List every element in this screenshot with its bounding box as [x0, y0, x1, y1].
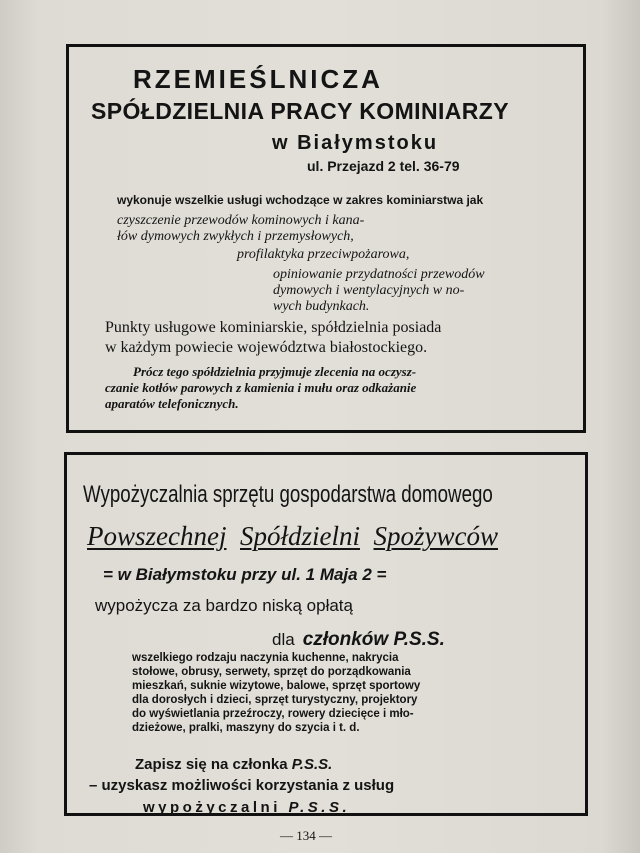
ad1-service1-line2: łów dymowych zwykłych i przemysłowych,	[117, 229, 354, 244]
ad2-org-word2: Spółdzielni	[239, 521, 360, 551]
ad1-extra-line1: Prócz tego spółdzielnia przyjmuje zlecenia na oczysz-	[133, 364, 417, 379]
ad1-title-line2: SPÓŁDZIELNIA PRACY KOMINIARZY	[91, 98, 509, 124]
ad1-intro: wykonuje wszelkie usługi wchodzące w zakres kominiarstwa jak	[117, 193, 484, 207]
ad1-points-line2: w każdym powiecie województwa białostockiego.	[105, 339, 428, 356]
ad2-cta-line3	[143, 799, 350, 816]
ad2-for-prefix: dla	[272, 630, 295, 649]
ad2-org-word1: Powszechnej	[87, 521, 227, 551]
ad1-title-line1: RZEMIEŚLNICZA	[133, 64, 383, 94]
ad1-service3-line3: wych budynkach.	[273, 299, 370, 314]
ad2-items-line3: mieszkań, suknie wizytowe, balowe, sprzęt sportowy	[132, 680, 421, 692]
ad2-offer: wypożycza za bardzo niską opłatą	[95, 596, 353, 615]
ad2-items-line5: do wyświetlania przeźroczy, rowery dziecięce i mło-	[132, 708, 414, 720]
ad2-headline: Wypożyczalnia sprzętu gospodarstwa domowego	[83, 481, 493, 508]
ad2-items-line4: dla dorosłych i dzieci, sprzęt turystyczny, projektory	[132, 694, 418, 706]
ad1-extra-line3: aparatów telefonicznych.	[105, 396, 239, 411]
ad2-org-word3: Spożywców	[373, 521, 498, 551]
ad1-points-line1: Punkty usługowe kominiarskie, spółdzielnia posiada	[105, 319, 442, 336]
ad2-items-line1: wszelkiego rodzaju naczynia kuchenne, nakrycia	[132, 652, 399, 664]
ad2-cta-line1-org: P.S.S.	[291, 756, 333, 773]
cooperative-chimney-sweeps-ad	[66, 44, 586, 433]
ad2-items-line6: dzieżowe, pralki, maszyny do szycia i t. d.	[132, 722, 360, 734]
ad2-cta-line1	[135, 756, 332, 773]
ad2-cta-line1-prefix: Zapisz się na członka	[135, 756, 288, 773]
ad1-service3-line1: opiniowanie przydatności przewodów	[273, 267, 485, 282]
ad2-cta-line2: – uzyskasz możliwości korzystania z usług	[89, 777, 395, 794]
page-number: — 134 —	[280, 828, 332, 843]
ad1-service1-line1: czyszczenie przewodów kominowych i kana-	[117, 213, 365, 228]
ad1-address: ul. Przejazd 2 tel. 36-79	[307, 158, 460, 174]
ad2-cta-line3-org: P.S.S.	[288, 799, 351, 816]
ad2-location: = w Białymstoku przy ul. 1 Maja 2 =	[103, 565, 387, 584]
ad2-for-members	[272, 629, 445, 651]
ad1-extra-line2: czanie kotłów parowych z kamienia i mułu oraz odkażanie	[105, 380, 417, 395]
ad1-service2: profilaktyka przeciwpożarowa,	[237, 247, 410, 262]
rental-shop-ad	[64, 452, 588, 816]
ad1-city: w Białymstoku	[272, 132, 439, 154]
ad2-items-line2: stołowe, obrusy, serwety, sprzęt do porządkowania	[132, 666, 411, 678]
ad1-service3-line2: dymowych i wentylacyjnych w no-	[273, 283, 465, 298]
ad2-organization	[87, 521, 498, 552]
ad2-cta-line3-prefix: wypożyczalni	[143, 799, 281, 816]
ad2-members-label: członków P.S.S.	[302, 629, 445, 650]
